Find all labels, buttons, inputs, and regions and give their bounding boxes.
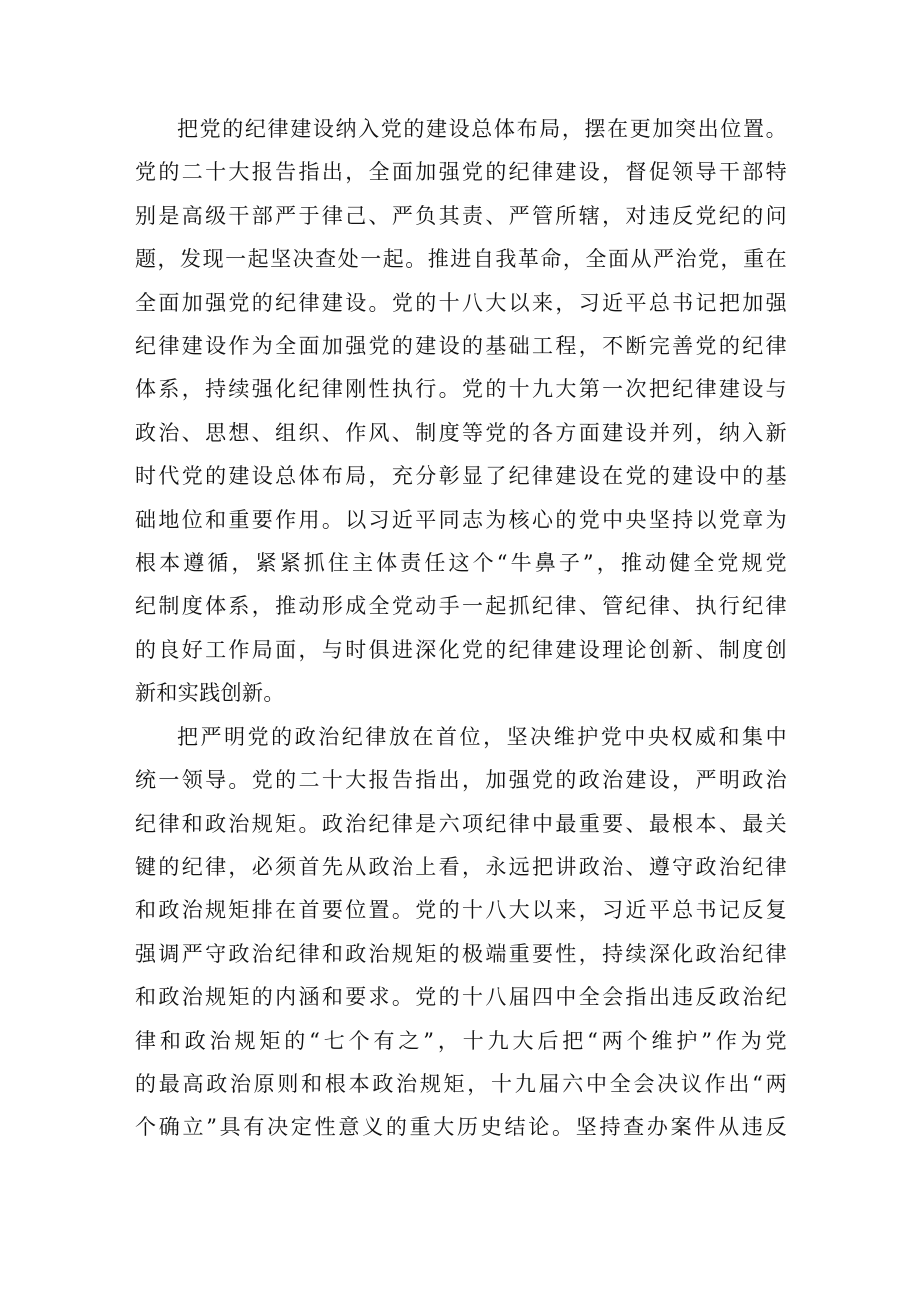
text-line: 全面加强党的纪律建设。党的十八大以来，习近平总书记把加强 — [135, 290, 787, 315]
text-line: 别是高级干部严于律己、严负其责、严管所辖，对违反党纪的问 — [135, 203, 787, 228]
text-line: 新和实践创新。 — [135, 681, 285, 706]
text-line: 键的纪律，必须首先从政治上看，永远把讲政治、遵守政治纪律 — [135, 854, 787, 879]
text-line: 的最高政治原则和根本政治规矩，十九届六中全会决议作出“两 — [135, 1071, 787, 1096]
text-line: 纪律和政治规矩。政治纪律是六项纪律中最重要、最根本、最关 — [135, 811, 787, 836]
document-body — [135, 108, 787, 1150]
text-line: 政治、思想、组织、作风、制度等党的各方面建设并列，纳入新 — [135, 420, 787, 445]
paragraph-1 — [135, 108, 787, 716]
text-line: 统一领导。党的二十大报告指出，加强党的政治建设，严明政治 — [135, 768, 787, 793]
text-line: 律和政治规矩的“七个有之”，十九大后把“两个维护”作为党 — [135, 1028, 787, 1053]
text-line: 和政治规矩排在首要位置。党的十八大以来，习近平总书记反复 — [135, 898, 787, 923]
text-line: 党的二十大报告指出，全面加强党的纪律建设，督促领导干部特 — [135, 160, 787, 185]
text-line: 和政治规矩的内涵和要求。党的十八届四中全会指出违反政治纪 — [135, 985, 787, 1010]
paragraph-2 — [135, 716, 787, 1150]
text-line: 时代党的建设总体布局，充分彰显了纪律建设在党的建设中的基 — [135, 464, 787, 489]
text-line: 础地位和重要作用。以习近平同志为核心的党中央坚持以党章为 — [135, 507, 787, 532]
text-line: 的良好工作局面，与时俱进深化党的纪律建设理论创新、制度创 — [135, 637, 787, 662]
text-line: 题，发现一起坚决查处一起。推进自我革命，全面从严治党，重在 — [135, 247, 787, 272]
text-line: 强调严守政治纪律和政治规矩的极端重要性，持续深化政治纪律 — [135, 941, 787, 966]
text-line: 把党的纪律建设纳入党的建设总体布局，摆在更加突出位置。 — [177, 117, 787, 141]
text-line: 纪制度体系，推动形成全党动手一起抓纪律、管纪律、执行纪律 — [135, 594, 787, 619]
text-line: 根本遵循，紧紧抓住主体责任这个“牛鼻子”，推动健全党规党 — [135, 551, 787, 576]
text-line: 纪律建设作为全面加强党的建设的基础工程，不断完善党的纪律 — [135, 334, 787, 359]
text-line: 把严明党的政治纪律放在首位，坚决维护党中央权威和集中 — [177, 724, 787, 749]
text-line: 个确立”具有决定性意义的重大历史结论。坚持查办案件从违反 — [135, 1115, 787, 1140]
text-line: 体系，持续强化纪律刚性执行。党的十九大第一次把纪律建设与 — [135, 377, 787, 402]
